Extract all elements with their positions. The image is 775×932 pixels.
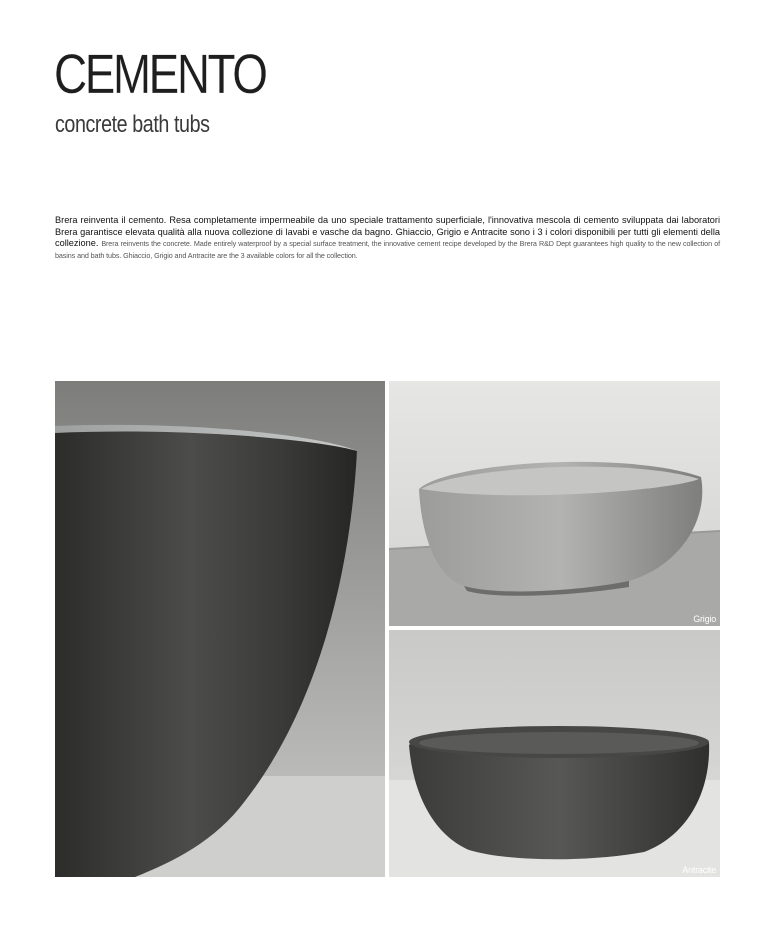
page-subtitle: concrete bath tubs bbox=[55, 111, 210, 138]
photo-caption-grigio: Grigio bbox=[693, 614, 716, 624]
photo-bathtub-antracite bbox=[389, 630, 720, 877]
page-title: CEMENTO bbox=[54, 42, 266, 105]
photo-bathtub-closeup bbox=[55, 381, 385, 877]
intro-english: Brera reinvents the concrete. Made entirely waterproof by a special surface treatment, the innovative cement recipe developed by the Brera R&D Dept guarantees high quality to the new collection of basins and bath tubs. Ghiaccio, Grigio and Antracite are the 3 available colors for all the collection. bbox=[55, 239, 720, 260]
photo-caption-antracite: Antracite bbox=[682, 865, 716, 875]
photo-bathtub-grigio bbox=[389, 381, 720, 626]
intro-italian: Brera reinventa il cemento. Resa completamente impermeabile da uno speciale trattamento superficiale, l'innovativa mescola di cemento sviluppata dai laboratori Brera garantisce elevata qualità alla nuova collezione di lavabi e vasche da bagno. Ghiaccio, Grigio e Antracite sono i 3 i colori disponibili per tutti gli elementi della collezione. bbox=[55, 215, 720, 249]
intro-paragraph bbox=[55, 215, 720, 261]
